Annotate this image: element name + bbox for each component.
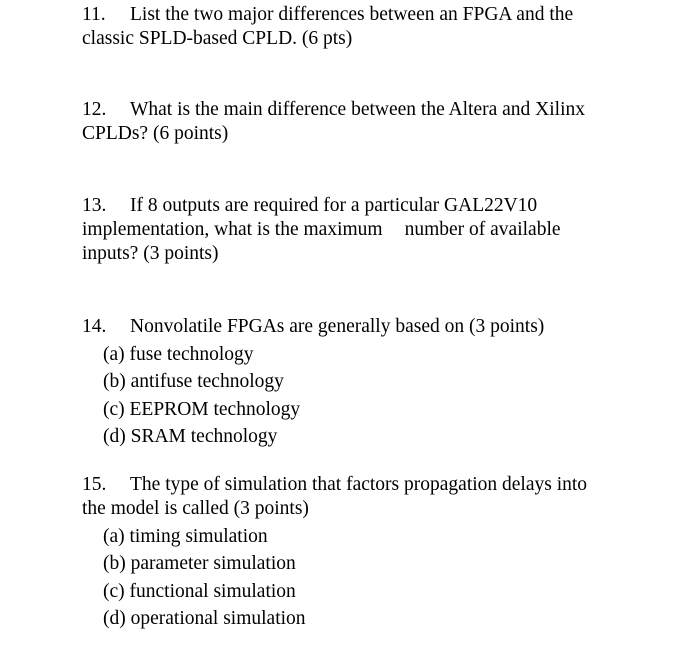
question-13-text-2a: implementation, what is the maximum <box>82 219 383 240</box>
question-15-options <box>103 523 306 632</box>
question-15-option-a: (a) timing simulation <box>103 526 268 547</box>
question-14-line-1 <box>82 315 682 339</box>
question-14-option-b: (b) antifuse technology <box>103 371 284 393</box>
question-12 <box>82 98 682 146</box>
question-15-text-1: The type of simulation that factors propagation delays into <box>130 474 588 495</box>
question-11 <box>82 3 682 51</box>
question-13-text-1: If 8 outputs are required for a particular GAL22V10 <box>130 195 538 216</box>
question-11-number: 11. <box>82 4 106 25</box>
question-13-number: 13. <box>82 195 107 216</box>
question-14-options <box>103 341 300 450</box>
question-12-text-1: What is the main difference between the Altera and Xilinx <box>130 99 586 120</box>
question-14-option-c: (c) EEPROM technology <box>103 398 301 420</box>
question-13-line-1 <box>82 194 682 218</box>
question-15 <box>82 473 682 521</box>
question-12-number: 12. <box>82 99 107 120</box>
question-15-option-d: (d) operational simulation <box>103 607 306 629</box>
question-12-text-2: CPLDs? (6 points) <box>82 123 229 144</box>
question-14-option-d: (d) SRAM technology <box>103 425 278 447</box>
question-14-number: 14. <box>82 316 107 337</box>
question-13-text-2b: number of available <box>404 219 561 240</box>
question-13-line-2 <box>82 218 682 242</box>
question-15-line-1 <box>82 473 682 497</box>
question-13 <box>82 194 682 266</box>
question-15-option-c: (c) functional simulation <box>103 580 296 602</box>
question-14-text-1: Nonvolatile FPGAs are generally based on (3 points) <box>130 316 545 337</box>
question-15-number: 15. <box>82 474 107 495</box>
question-11-line-1 <box>82 3 682 27</box>
question-15-text-2: the model is called (3 points) <box>82 498 309 519</box>
question-15-option-b: (b) parameter simulation <box>103 553 296 575</box>
question-11-text-1: List the two major differences between an FPGA and the <box>130 4 574 25</box>
question-13-text-3: inputs? (3 points) <box>82 243 219 264</box>
question-11-text-2: classic SPLD-based CPLD. (6 pts) <box>82 28 353 49</box>
question-12-line-1 <box>82 98 682 122</box>
question-14-option-a: (a) fuse technology <box>103 344 254 365</box>
question-14 <box>82 315 682 339</box>
